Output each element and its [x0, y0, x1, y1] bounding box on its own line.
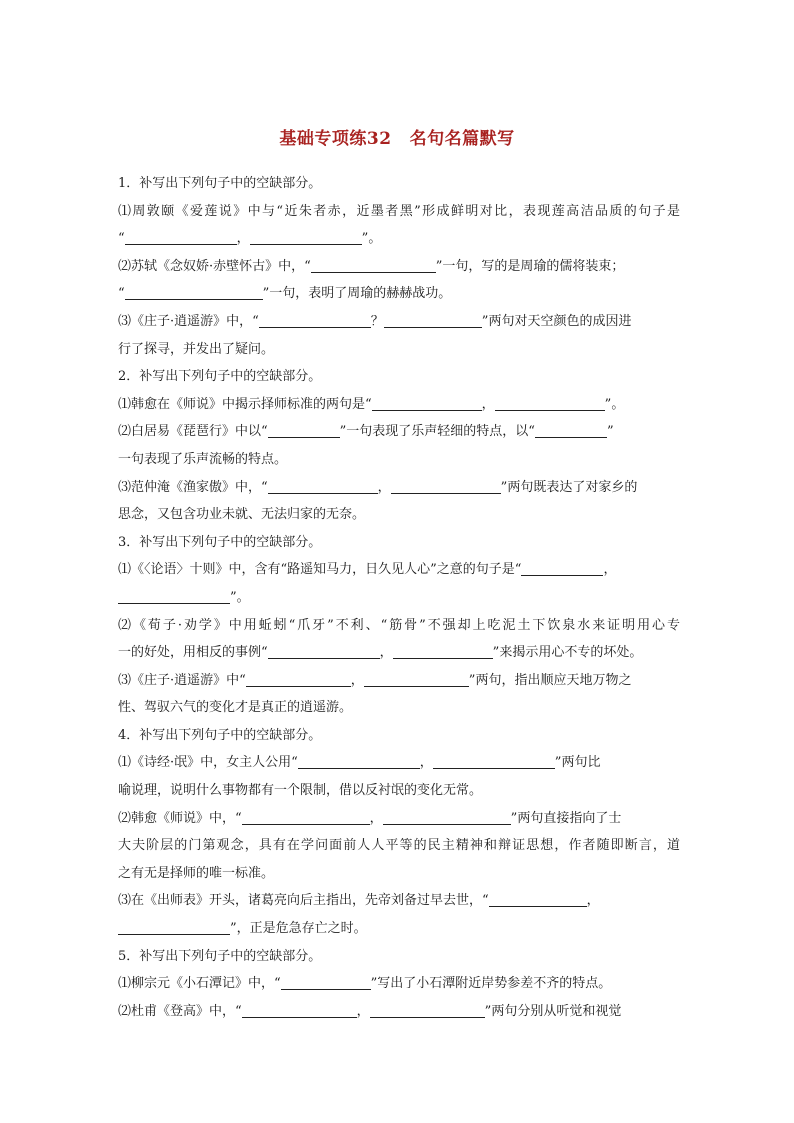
q1-2-text: ⑵苏轼《念奴娇·赤壁怀古》中，“ ”一句，写的是周瑜的儒将装束； — [118, 258, 625, 274]
q3-3-cont: 性、驾驭六气的变化才是真正的逍遥游。 — [118, 700, 353, 716]
answer-blank[interactable] — [393, 643, 493, 659]
q1-2-answer: “ ”一句，表明了周瑜的赫赫战功。 — [118, 286, 452, 302]
answer-blank[interactable] — [311, 257, 436, 273]
answer-blank[interactable] — [242, 1002, 357, 1018]
page-title — [0, 124, 794, 149]
answer-blank[interactable] — [281, 974, 371, 990]
answer-blank[interactable] — [246, 671, 351, 687]
answer-blank[interactable] — [489, 891, 587, 907]
q2-1-text: ⑴韩愈在《师说》中揭示择师标准的两句是“ ， ”。 — [118, 396, 625, 412]
answer-blank[interactable] — [250, 229, 362, 245]
q3-2-cont: 一的好处，用相反的事例“ ， ”来揭示用心不专的坏处。 — [118, 645, 643, 661]
q5-2-text: ⑵杜甫《登高》中，“ ， ”两句分别从听觉和视觉 — [118, 1003, 622, 1019]
q4-3-answer: ”，正是危急存亡之时。 — [118, 915, 680, 943]
answer-blank[interactable] — [364, 671, 469, 687]
answer-blank[interactable] — [118, 919, 230, 935]
q2-2-text: ⑵白居易《琵琶行》中以“ ”一句表现了乐声轻细的特点，以“ ” — [118, 424, 614, 440]
answer-blank[interactable] — [259, 312, 371, 328]
exercise-content — [118, 170, 680, 1025]
answer-blank[interactable] — [495, 395, 605, 411]
q2-3-cont: 思念，又包含功业未就、无法归家的无奈。 — [118, 507, 366, 523]
answer-blank[interactable] — [391, 478, 501, 494]
answer-blank[interactable] — [125, 284, 263, 300]
q2-2-cont: 一句表现了乐声流畅的特点。 — [118, 451, 288, 467]
q4-2-text: ⑵韩愈《师说》中，“ ， ”两句直接指向了士 — [118, 810, 622, 826]
answer-blank[interactable] — [370, 1002, 485, 1018]
answer-blank[interactable] — [268, 643, 380, 659]
q4-1-cont: 喻说理，说明什么事物都有一个限制，借以反衬氓的变化无常。 — [118, 783, 483, 799]
title-sub: 名句名篇默写 — [409, 129, 515, 149]
q5-heading: 5．补写出下列句子中的空缺部分。 — [118, 948, 322, 964]
answer-blank[interactable] — [298, 753, 420, 769]
q2-3-text: ⑶范仲淹《渔家傲》中，“ ， ”两句既表达了对家乡的 — [118, 479, 638, 495]
q4-3-text: ⑶在《出师表》开头，诸葛亮向后主指出，先帝刘备过早去世，“ ， — [118, 893, 600, 909]
q4-2-cont2: 之有无是择师的唯一标准。 — [118, 865, 275, 881]
q4-1-text: ⑴《诗经·氓》中，女主人公用“ ， ”两句比 — [118, 755, 601, 771]
answer-blank[interactable] — [535, 422, 607, 438]
answer-blank[interactable] — [268, 422, 340, 438]
q3-1-text: ⑴《〈论语〉十则》中，含有“路遥知马力，日久见人心”之意的句子是“ ， — [118, 562, 617, 578]
answer-blank[interactable] — [268, 478, 378, 494]
answer-blank[interactable] — [118, 588, 230, 604]
q2-heading: 2．补写出下列句子中的空缺部分。 — [118, 369, 322, 385]
answer-blank[interactable] — [521, 560, 603, 576]
q1-heading: 1．补写出下列句子中的空缺部分。 — [118, 176, 322, 191]
q1-1-text: ⑴周敦颐《爱莲说》中与“近朱者赤，近墨者黑”形成鲜明对比，表现莲高洁品质的句子是 — [118, 203, 680, 219]
title-main: 基础专项练32 — [279, 129, 392, 149]
answer-blank[interactable] — [372, 395, 482, 411]
q3-2-text: ⑵《荀子·劝学》中用蚯蚓“爪牙”不利、“筋骨”不强却上吃泥土下饮泉水来证明用心专 — [118, 617, 680, 633]
q4-2-cont: 大夫阶层的门第观念，具有在学问面前人人平等的民主精神和辩证思想，作者随即断言，道 — [118, 838, 680, 854]
answer-blank[interactable] — [433, 753, 555, 769]
answer-blank[interactable] — [125, 229, 237, 245]
answer-blank[interactable] — [384, 312, 482, 328]
q1-3-text: ⑶《庄子·逍遥游》中，“ ？ ”两句对天空颜色的成因进 — [118, 313, 632, 329]
q4-heading: 4．补写出下列句子中的空缺部分。 — [118, 727, 322, 743]
q3-heading: 3．补写出下列句子中的空缺部分。 — [118, 534, 322, 550]
q3-1-answer: ”。 — [118, 584, 680, 612]
q5-1-text: ⑴柳宗元《小石潭记》中，“ ”写出了小石潭附近岸势参差不齐的特点。 — [118, 976, 612, 992]
q1-1-answer: “ ， ”。 — [118, 231, 382, 247]
answer-blank[interactable] — [383, 809, 511, 825]
q3-3-text: ⑶《庄子·逍遥游》中“ ， ”两句，指出顺应天地万物之 — [118, 672, 632, 688]
answer-blank[interactable] — [242, 809, 370, 825]
q1-3-cont: 行了探寻，并发出了疑问。 — [118, 341, 275, 357]
